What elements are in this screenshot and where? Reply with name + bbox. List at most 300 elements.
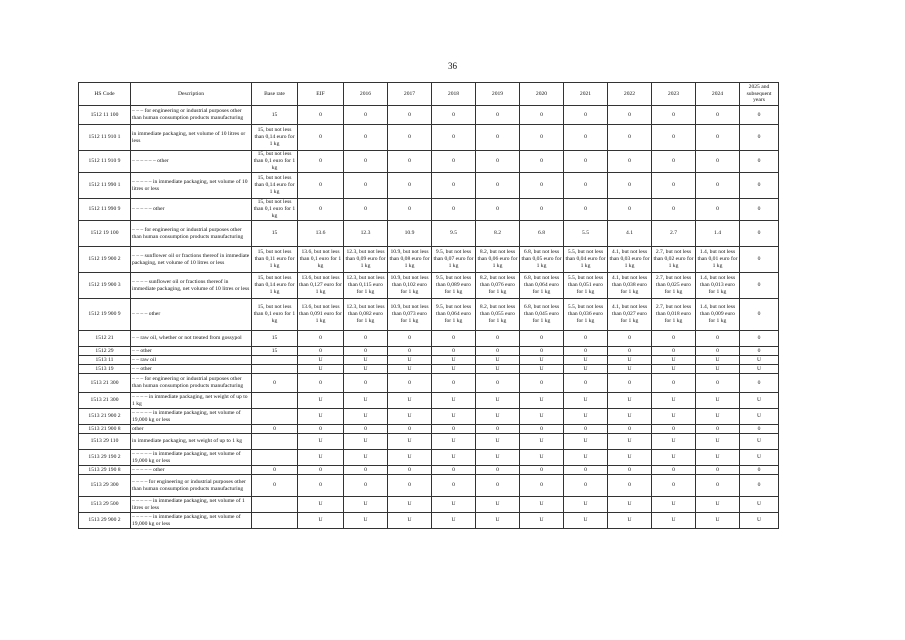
rate-cell: 0 <box>432 106 476 125</box>
description-cell: – – – sunflower oil or fractions thereof in immediate packaging, net volume of 10 litres or less <box>131 247 252 273</box>
rate-cell: 0 <box>252 475 298 497</box>
rate-cell: 0 <box>344 199 388 221</box>
description-cell: – – raw oil, whether or not treated from gossypol <box>131 331 252 347</box>
table-row <box>79 434 779 450</box>
rate-cell: U <box>344 497 388 513</box>
rate-cell: 8.2, but not less than 0,06 euro for 1 kg <box>476 247 520 273</box>
rate-cell: U <box>388 365 432 374</box>
rate-cell: 0 <box>298 331 344 347</box>
rate-cell: 0 <box>298 475 344 497</box>
rate-cell: 2.7 <box>652 221 696 247</box>
table-row <box>79 331 779 347</box>
table-row <box>79 347 779 356</box>
table-row <box>79 356 779 365</box>
hs-code-cell: 1512 29 <box>79 347 131 356</box>
rate-cell: U <box>298 365 344 374</box>
hs-code-cell: 1513 29 110 <box>79 434 131 450</box>
rate-cell: 0 <box>520 331 564 347</box>
rate-cell: U <box>432 356 476 365</box>
rate-cell: 0 <box>298 173 344 199</box>
rate-cell: U <box>520 393 564 409</box>
rate-cell: U <box>696 497 740 513</box>
description-cell: – – – – – in immediate packaging, net volume of 19,000 kg or less <box>131 409 252 425</box>
rate-cell <box>252 434 298 450</box>
rate-cell: U <box>696 365 740 374</box>
rate-cell: U <box>344 365 388 374</box>
description-cell: – – – – for engineering or industrial purposes other than human consumption products manufacturing <box>131 475 252 497</box>
rate-cell: 15 <box>252 331 298 347</box>
rate-cell: 10.9, but not less than 0,102 euro for 1 kg <box>388 273 432 299</box>
rate-cell: 0 <box>608 425 652 434</box>
rate-cell: 0 <box>252 425 298 434</box>
rate-cell: 0 <box>652 199 696 221</box>
description-cell: – – – – – other <box>131 466 252 475</box>
rate-cell: 0 <box>696 199 740 221</box>
header-2018: 2018 <box>432 83 476 106</box>
hs-code-cell: 1512 19 900 3 <box>79 273 131 299</box>
rate-cell: 0 <box>696 374 740 393</box>
rate-cell: 0 <box>608 125 652 151</box>
tariff-table <box>78 82 779 529</box>
rate-cell: U <box>520 497 564 513</box>
rate-cell: 0 <box>252 374 298 393</box>
rate-cell: 5.5, but not less than 0,036 euro for 1 kg <box>564 299 608 331</box>
rate-cell: U <box>432 450 476 466</box>
rate-cell: 0 <box>476 475 520 497</box>
rate-cell: 0 <box>696 466 740 475</box>
rate-cell: U <box>652 434 696 450</box>
rate-cell: 8.2, but not less than 0,076 euro for 1 kg <box>476 273 520 299</box>
hs-code-cell: 1512 11 990 9 <box>79 199 131 221</box>
rate-cell: 0 <box>344 106 388 125</box>
header-2021: 2021 <box>564 83 608 106</box>
description-cell: – – – – – – other <box>131 151 252 173</box>
hs-code-cell: 1512 11 990 1 <box>79 173 131 199</box>
table-row <box>79 199 779 221</box>
rate-cell: U <box>696 513 740 529</box>
rate-cell: U <box>476 497 520 513</box>
rate-cell: 0 <box>476 331 520 347</box>
rate-cell: 13.6, but not less than 0,1 euro for 1 kg <box>298 247 344 273</box>
rate-cell: 0 <box>740 106 779 125</box>
rate-cell: U <box>520 409 564 425</box>
rate-cell: 0 <box>740 466 779 475</box>
description-cell: – – – for engineering or industrial purposes other than human consumption products manufacturing <box>131 374 252 393</box>
rate-cell: 12.3, but not less than 0,115 euro for 1 kg <box>344 273 388 299</box>
rate-cell: U <box>564 450 608 466</box>
table-row <box>79 173 779 199</box>
hs-code-cell: 1513 29 500 <box>79 497 131 513</box>
table-row <box>79 425 779 434</box>
rate-cell: U <box>696 409 740 425</box>
rate-cell: U <box>696 393 740 409</box>
rate-cell: 0 <box>652 425 696 434</box>
rate-cell: 0 <box>564 374 608 393</box>
rate-cell: 0 <box>388 475 432 497</box>
rate-cell: U <box>608 409 652 425</box>
hs-code-cell: 1512 19 900 2 <box>79 247 131 273</box>
rate-cell: 0 <box>298 199 344 221</box>
rate-cell: 1.4 <box>696 221 740 247</box>
rate-cell <box>252 356 298 365</box>
table-row <box>79 513 779 529</box>
table-row <box>79 466 779 475</box>
rate-cell: U <box>652 393 696 409</box>
rate-cell: 0 <box>564 475 608 497</box>
rate-cell: 0 <box>564 331 608 347</box>
rate-cell: U <box>388 513 432 529</box>
rate-cell: 0 <box>740 425 779 434</box>
hs-code-cell: 1513 21 300 <box>79 374 131 393</box>
description-cell: – – other <box>131 347 252 356</box>
description-cell: – – – – – in immediate packaging, net volume of 10 litres or less <box>131 173 252 199</box>
rate-cell: 0 <box>388 106 432 125</box>
rate-cell: 0 <box>608 374 652 393</box>
rate-cell: U <box>476 365 520 374</box>
rate-cell: U <box>564 356 608 365</box>
rate-cell: 0 <box>388 331 432 347</box>
rate-cell: 4.1 <box>608 221 652 247</box>
table-row <box>79 393 779 409</box>
rate-cell: 9.5, but not less than 0,07 euro for 1 kg <box>432 247 476 273</box>
rate-cell: 0 <box>432 151 476 173</box>
rate-cell: 5.5, but not less than 0,051 euro for 1 kg <box>564 273 608 299</box>
rate-cell: U <box>608 434 652 450</box>
rate-cell: 0 <box>520 199 564 221</box>
rate-cell: U <box>608 356 652 365</box>
rate-cell: 0 <box>388 374 432 393</box>
rate-cell: 0 <box>388 125 432 151</box>
rate-cell: U <box>476 513 520 529</box>
rate-cell: 0 <box>564 425 608 434</box>
rate-cell: 6.8, but not less than 0,045 euro for 1 kg <box>520 299 564 331</box>
rate-cell: U <box>476 409 520 425</box>
rate-cell: 0 <box>432 425 476 434</box>
rate-cell: 0 <box>608 475 652 497</box>
rate-cell: 0 <box>564 347 608 356</box>
rate-cell: 5.5, but not less than 0,04 euro for 1 kg <box>564 247 608 273</box>
rate-cell: 0 <box>432 331 476 347</box>
hs-code-cell: 1512 11 910 1 <box>79 125 131 151</box>
header-2025-and-subsequent: 2025 and subsequent years <box>740 83 779 106</box>
rate-cell: 10.9, but not less than 0,073 euro for 1 kg <box>388 299 432 331</box>
rate-cell: 0 <box>344 125 388 151</box>
rate-cell: 0 <box>696 475 740 497</box>
rate-cell: 0 <box>388 199 432 221</box>
rate-cell: 15, but not less than 0,1 euro for 1 kg <box>252 151 298 173</box>
rate-cell: U <box>298 393 344 409</box>
hs-code-cell: 1513 19 <box>79 365 131 374</box>
rate-cell: 0 <box>564 151 608 173</box>
table-row <box>79 497 779 513</box>
rate-cell: U <box>740 356 779 365</box>
rate-cell: U <box>652 365 696 374</box>
rate-cell: 0 <box>520 347 564 356</box>
rate-cell: 2.7, but not less than 0,02 euro for 1 kg <box>652 247 696 273</box>
rate-cell: U <box>740 513 779 529</box>
rate-cell: 5.5 <box>564 221 608 247</box>
rate-cell: 0 <box>476 199 520 221</box>
header-2020: 2020 <box>520 83 564 106</box>
rate-cell: U <box>432 365 476 374</box>
header-eif: EIF <box>298 83 344 106</box>
rate-cell: 13.6, but not less than 0,091 euro for 1 kg <box>298 299 344 331</box>
rate-cell: 0 <box>520 106 564 125</box>
rate-cell: 0 <box>476 125 520 151</box>
rate-cell: 0 <box>740 475 779 497</box>
table-row <box>79 106 779 125</box>
rate-cell: 0 <box>476 425 520 434</box>
rate-cell: 0 <box>652 106 696 125</box>
rate-cell: 1.4, but not less than 0,01 euro for 1 kg <box>696 247 740 273</box>
rate-cell: 13.6 <box>298 221 344 247</box>
description-cell: – – – – other <box>131 299 252 331</box>
rate-cell: 0 <box>432 173 476 199</box>
table-row <box>79 374 779 393</box>
table-row <box>79 409 779 425</box>
rate-cell: U <box>564 393 608 409</box>
rate-cell: U <box>652 497 696 513</box>
rate-cell: U <box>696 434 740 450</box>
rate-cell: U <box>298 513 344 529</box>
rate-cell: 0 <box>652 347 696 356</box>
rate-cell: 0 <box>608 173 652 199</box>
rate-cell: 15, but not less than 0,14 euro for 1 kg <box>252 273 298 299</box>
rate-cell: 8.2 <box>476 221 520 247</box>
rate-cell: 0 <box>432 347 476 356</box>
header-2022: 2022 <box>608 83 652 106</box>
rate-cell: 0 <box>520 173 564 199</box>
rate-cell: U <box>298 450 344 466</box>
rate-cell: 0 <box>740 347 779 356</box>
rate-cell: 15 <box>252 347 298 356</box>
rate-cell: U <box>432 513 476 529</box>
rate-cell: U <box>520 513 564 529</box>
rate-cell: 0 <box>696 347 740 356</box>
table-row <box>79 247 779 273</box>
rate-cell: U <box>608 450 652 466</box>
header-row <box>79 83 779 106</box>
rate-cell: U <box>344 450 388 466</box>
rate-cell: 0 <box>432 125 476 151</box>
rate-cell: 0 <box>252 466 298 475</box>
rate-cell: U <box>388 434 432 450</box>
rate-cell: 0 <box>696 106 740 125</box>
rate-cell: 0 <box>608 331 652 347</box>
rate-cell: 0 <box>520 374 564 393</box>
rate-cell: 0 <box>520 151 564 173</box>
rate-cell: 0 <box>652 125 696 151</box>
rate-cell: 2.7, but not less than 0,018 euro for 1 kg <box>652 299 696 331</box>
rate-cell: 0 <box>608 466 652 475</box>
rate-cell: 0 <box>520 475 564 497</box>
hs-code-cell: 1513 21 900 8 <box>79 425 131 434</box>
rate-cell: U <box>432 434 476 450</box>
hs-code-cell: 1512 19 100 <box>79 221 131 247</box>
rate-cell: 0 <box>388 347 432 356</box>
rate-cell: 0 <box>564 125 608 151</box>
rate-cell: 0 <box>344 425 388 434</box>
rate-cell: 0 <box>740 273 779 299</box>
rate-cell: 0 <box>476 466 520 475</box>
rate-cell: U <box>696 356 740 365</box>
rate-cell: U <box>298 434 344 450</box>
rate-cell: 0 <box>388 425 432 434</box>
header-hs-code: HS Code <box>79 83 131 106</box>
rate-cell: U <box>388 409 432 425</box>
rate-cell: 15 <box>252 106 298 125</box>
header-2024: 2024 <box>696 83 740 106</box>
rate-cell: 0 <box>344 466 388 475</box>
rate-cell: 8.2, but not less than 0,055 euro for 1 kg <box>476 299 520 331</box>
description-cell: – – – – – in immediate packaging, net volume of 19,000 kg or less <box>131 513 252 529</box>
rate-cell: 15, but not less than 0,14 euro for 1 kg <box>252 125 298 151</box>
rate-cell: 0 <box>740 199 779 221</box>
rate-cell: 0 <box>388 466 432 475</box>
rate-cell: U <box>740 450 779 466</box>
rate-cell: 0 <box>298 125 344 151</box>
rate-cell: 4.1, but not less than 0,03 euro for 1 kg <box>608 247 652 273</box>
rate-cell: U <box>564 497 608 513</box>
rate-cell: 6.8 <box>520 221 564 247</box>
header-base-rate: Base rate <box>252 83 298 106</box>
rate-cell: 0 <box>652 173 696 199</box>
hs-code-cell: 1513 29 900 2 <box>79 513 131 529</box>
rate-cell: 0 <box>696 151 740 173</box>
rate-cell: U <box>298 497 344 513</box>
rate-cell: 9.5 <box>432 221 476 247</box>
rate-cell: 12.3, but not less than 0,082 euro for 1 kg <box>344 299 388 331</box>
rate-cell: 0 <box>520 125 564 151</box>
rate-cell: U <box>298 356 344 365</box>
rate-cell: 15, but not less than 0,1 euro for 1 kg <box>252 199 298 221</box>
rate-cell: U <box>344 434 388 450</box>
rate-cell: U <box>476 393 520 409</box>
rate-cell: 0 <box>608 106 652 125</box>
rate-cell: U <box>564 409 608 425</box>
hs-code-cell: 1512 11 910 9 <box>79 151 131 173</box>
rate-cell: 2.7, but not less than 0,025 euro for 1 kg <box>652 273 696 299</box>
rate-cell: 15, but not less than 0,11 euro for 1 kg <box>252 247 298 273</box>
description-cell: other <box>131 425 252 434</box>
description-cell: – – – – in immediate packaging, net weight of up to 1 kg <box>131 393 252 409</box>
rate-cell: 0 <box>388 151 432 173</box>
rate-cell <box>252 409 298 425</box>
rate-cell: U <box>652 513 696 529</box>
rate-cell: 0 <box>740 299 779 331</box>
rate-cell: 0 <box>388 173 432 199</box>
rate-cell: 0 <box>476 347 520 356</box>
rate-cell: U <box>652 409 696 425</box>
rate-cell: 0 <box>298 466 344 475</box>
hs-code-cell: 1512 11 100 <box>79 106 131 125</box>
rate-cell: U <box>564 513 608 529</box>
rate-cell: 4.1, but not less than 0,038 euro for 1 kg <box>608 273 652 299</box>
rate-cell: 0 <box>652 466 696 475</box>
rate-cell: U <box>344 356 388 365</box>
rate-cell: 0 <box>740 151 779 173</box>
rate-cell: 0 <box>564 173 608 199</box>
rate-cell: 0 <box>608 347 652 356</box>
rate-cell: 0 <box>564 199 608 221</box>
rate-cell: 0 <box>740 374 779 393</box>
page-number: 36 <box>448 61 457 71</box>
rate-cell: 0 <box>564 466 608 475</box>
rate-cell <box>252 365 298 374</box>
rate-cell: 0 <box>652 374 696 393</box>
description-cell: – – – – – in immediate packaging, net volume of 1 litres or less <box>131 497 252 513</box>
description-cell: – – raw oil <box>131 356 252 365</box>
rate-cell: 0 <box>476 374 520 393</box>
rate-cell: U <box>696 450 740 466</box>
rate-cell: 0 <box>344 374 388 393</box>
hs-code-cell: 1513 11 <box>79 356 131 365</box>
rate-cell: 0 <box>696 125 740 151</box>
rate-cell: 0 <box>432 199 476 221</box>
rate-cell: 0 <box>696 173 740 199</box>
rate-cell: 0 <box>476 151 520 173</box>
hs-code-cell: 1513 21 900 2 <box>79 409 131 425</box>
rate-cell: U <box>344 513 388 529</box>
rate-cell: 1.4, but not less than 0,009 euro for 1 kg <box>696 299 740 331</box>
table-row <box>79 125 779 151</box>
rate-cell: 0 <box>344 475 388 497</box>
header-2019: 2019 <box>476 83 520 106</box>
rate-cell: 1.4, but not less than 0,013 euro for 1 kg <box>696 273 740 299</box>
rate-cell: 0 <box>740 331 779 347</box>
rate-cell: 0 <box>298 151 344 173</box>
table-row <box>79 365 779 374</box>
rate-cell: U <box>388 497 432 513</box>
rate-cell: U <box>740 434 779 450</box>
table-body <box>79 106 779 529</box>
rate-cell: U <box>740 497 779 513</box>
hs-code-cell: 1513 21 300 <box>79 393 131 409</box>
rate-cell: U <box>476 434 520 450</box>
description-cell: – – – – – other <box>131 199 252 221</box>
rate-cell: 15, but not less than 0,1 euro for 1 kg <box>252 299 298 331</box>
rate-cell <box>252 513 298 529</box>
rate-cell: U <box>344 393 388 409</box>
rate-cell: 12.3 <box>344 221 388 247</box>
rate-cell: 10.9 <box>388 221 432 247</box>
rate-cell: 6.8, but not less than 0,05 euro for 1 kg <box>520 247 564 273</box>
rate-cell: 0 <box>696 331 740 347</box>
rate-cell: 0 <box>344 151 388 173</box>
rate-cell: 0 <box>298 425 344 434</box>
rate-cell: U <box>652 356 696 365</box>
rate-cell: U <box>520 450 564 466</box>
rate-cell: 0 <box>298 374 344 393</box>
rate-cell: U <box>520 356 564 365</box>
rate-cell: 0 <box>476 173 520 199</box>
rate-cell: 13.6, but not less than 0,127 euro for 1 kg <box>298 273 344 299</box>
description-cell: in immediate packaging, net volume of 10 litres or less <box>131 125 252 151</box>
rate-cell: 4.1, but not less than 0,027 euro for 1 kg <box>608 299 652 331</box>
rate-cell: U <box>740 409 779 425</box>
table-row <box>79 273 779 299</box>
header-2016: 2016 <box>344 83 388 106</box>
rate-cell: 0 <box>652 331 696 347</box>
rate-cell: U <box>740 393 779 409</box>
rate-cell: U <box>740 365 779 374</box>
rate-cell: U <box>432 393 476 409</box>
rate-cell: 0 <box>432 374 476 393</box>
rate-cell: 0 <box>344 347 388 356</box>
rate-cell: U <box>608 393 652 409</box>
rate-cell: 0 <box>432 466 476 475</box>
rate-cell: 0 <box>344 173 388 199</box>
